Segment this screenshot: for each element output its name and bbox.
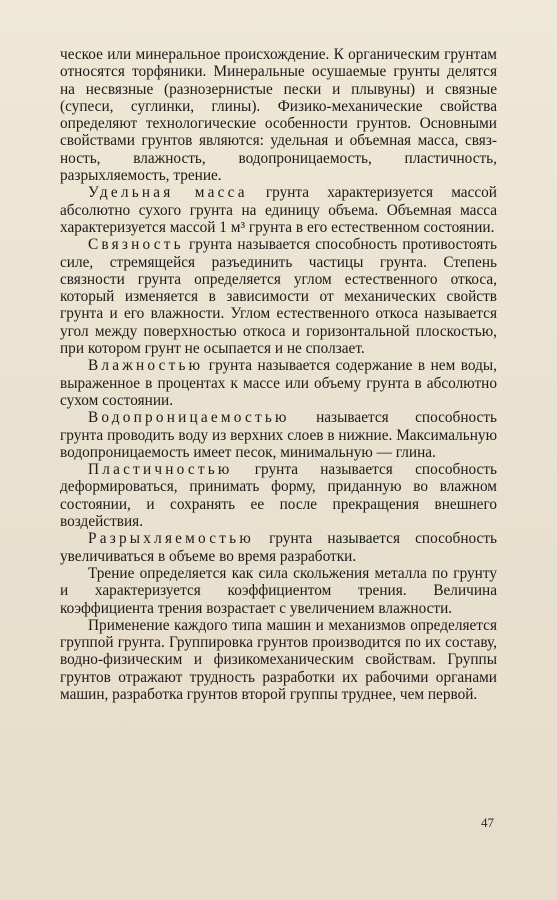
paragraph-text: грунта называется способность увеличиваться в объеме во время разработки.	[60, 530, 497, 565]
paragraph-permeability	[60, 409, 497, 461]
paragraph-text: называется способность грунта проводить воду из верхних слоев в нижние. Максимальную водопроницаемость имеет песок, минимальную — глина.	[60, 409, 497, 461]
paragraph-text: грунта характеризуется массой абсолютно сухого грунта на единицу объема. Объемная масса характеризуется массой 1 м³ грунта в его естественном состоянии.	[60, 184, 497, 236]
spaced-term: Пластичностью	[88, 461, 233, 479]
paragraph-moisture	[60, 357, 497, 409]
paragraph-text: ческое или минеральное происхождение. К органическим грунтам относятся торфяники. Минеральные осушаемые грунты делятся на несвязные (разнозернистые пески и плывуны) и связные (супеси, суглинки, глины). Физико-механические свойства определяют технологические особенности грунтов. Основными свойствами грунтов являются: удельная и объемная масса, связность, влажность, водопроницаемость, пластичность, разрыхляемость, трение.	[60, 46, 497, 185]
spaced-term: Удельная масса	[88, 184, 248, 202]
paragraph-continuation	[60, 46, 497, 184]
paragraph-plasticity	[60, 461, 497, 530]
spaced-term: Водопроницаемостью	[88, 409, 290, 427]
paragraph-specific-mass	[60, 184, 497, 236]
paragraph-text: грунта называется способность деформироваться, принимать форму, приданную во влажном состоянии, и сохранять ее после прекращения внешнего воздействия.	[60, 461, 497, 531]
spaced-term: Влажностью	[88, 357, 204, 375]
page-number: 47	[481, 815, 494, 830]
paragraph-looseness	[60, 530, 497, 565]
body-text	[60, 46, 497, 703]
paragraph-text: Применение каждого типа машин и механизмов определяется группой грунта. Группировка грунтов производится по их составу, водно-физическим и физикомеханическим свойствам. Группы грунтов отражают трудность разработки их рабочими органами машин, разработка грунтов второй группы труднее, чем первой.	[60, 616, 497, 703]
spaced-term: Связность	[88, 236, 184, 254]
paragraph-text: грунта называется содержание в нем воды, выраженное в процентах к массе или объему грунта в абсолютно сухом состоянии.	[60, 357, 497, 409]
paragraph-text: Трение определяется как сила скольжения металла по грунту и характеризуется коэффициентом трения. Величина коэффициента трения возрастает с увеличением влажности.	[60, 564, 497, 617]
paragraph-text: грунта называется способность противостоять силе, стремящейся разъединить частицы грунта. Степень связности грунта определяется углом естественного откоса, который изменяется в зависимости от механических свойств грунта и его влажности. Углом естественного откоса называется угол между поверхностью откоса и горизонтальной плоскостью, при котором грунт не осыпается и не сползает.	[60, 236, 497, 358]
paragraph-friction	[60, 565, 497, 617]
paragraph-soil-groups	[60, 617, 497, 703]
paragraph-cohesion	[60, 236, 497, 357]
spaced-term: Разрыхляемостью	[88, 530, 254, 548]
